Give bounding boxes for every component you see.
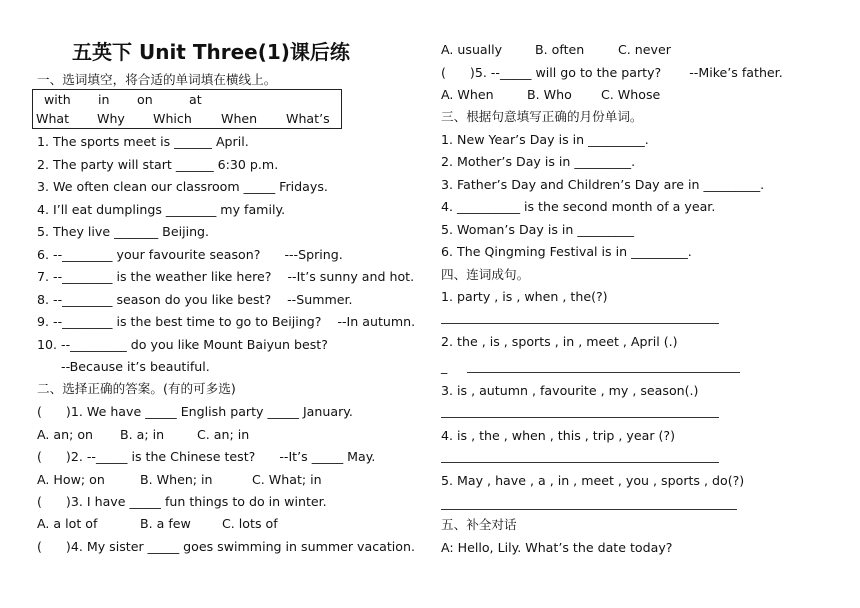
word-bank-word: Why [97, 111, 125, 126]
month-item: 3. Father’s Day and Children’s Day are in _________. [441, 177, 765, 192]
sentence-words: 2. the , is , sports , in , meet , April (.) [441, 334, 678, 349]
choice-option: A. usually [441, 42, 503, 57]
month-item: 4. __________ is the second month of a year. [441, 199, 716, 214]
sentence-words: 3. is , autumn , favourite , my , season(.) [441, 383, 699, 398]
word-bank-word: What [36, 111, 70, 126]
fill-item: 4. I’ll eat dumplings ________ my family. [37, 202, 286, 217]
fill-item: 3. We often clean our classroom _____ Fridays. [37, 179, 328, 194]
fill-item: 1. The sports meet is ______ April. [37, 134, 249, 149]
fill-item: --Because it’s beautiful. [37, 359, 210, 374]
page-title: 五英下 Unit Three(1)课后练 [72, 40, 350, 64]
month-item: 6. The Qingming Festival is in _________. [441, 244, 692, 259]
choice-option: B. Who [527, 87, 572, 102]
fill-item: 7. --________ is the weather like here? --It’s sunny and hot. [37, 269, 415, 284]
choice-option: A. a lot of [37, 516, 98, 531]
choice-option: B. When; in [140, 472, 213, 487]
choice-option: A. When [441, 87, 494, 102]
word-bank-word: at [189, 92, 202, 107]
word-bank-word: on [137, 92, 153, 107]
fill-item: 10. --_________ do you like Mount Baiyun best? [37, 337, 328, 352]
word-bank-word: What’s [286, 111, 330, 126]
section4-heading: 四、连词成句。 [441, 267, 530, 282]
choice-option: C. never [618, 42, 671, 57]
word-bank-word: Which [153, 111, 192, 126]
sentence-words: 5. May , have , a , in , meet , you , sports , do(?) [441, 473, 745, 488]
word-bank-word: When [221, 111, 258, 126]
month-item: 2. Mother’s Day is in _________. [441, 154, 636, 169]
choice-option: B. a; in [120, 427, 165, 442]
answer-line [441, 509, 737, 510]
fill-item: 8. --________ season do you like best? --Summer. [37, 292, 353, 307]
choice-option: A. How; on [37, 472, 105, 487]
month-item: 1. New Year’s Day is in _________. [441, 132, 649, 147]
answer-line [441, 323, 719, 324]
month-item: 5. Woman’s Day is in _________ [441, 222, 635, 237]
sentence-words: 1. party , is , when , the(?) [441, 289, 608, 304]
choice-question: ( )3. I have _____ fun things to do in winter. [37, 494, 327, 509]
choice-option: C. an; in [197, 427, 250, 442]
word-bank-box [32, 89, 342, 129]
choice-option: A. an; on [37, 427, 94, 442]
fill-item: 2. The party will start ______ 6:30 p.m. [37, 157, 279, 172]
choice-option: B. often [535, 42, 585, 57]
dialogue-line: A: Hello, Lily. What’s the date today? [441, 540, 673, 555]
section3-heading: 三、根据句意填写正确的月份单词。 [441, 109, 643, 124]
word-bank-word: in [98, 92, 110, 107]
choice-question: ( )5. --_____ will go to the party? --Mike’s father. [441, 65, 783, 80]
answer-line [441, 417, 719, 418]
answer-line [467, 372, 740, 373]
choice-option: C. lots of [222, 516, 278, 531]
choice-option: C. Whose [601, 87, 661, 102]
sentence-words: 4. is , the , when , this , trip , year (?) [441, 428, 676, 443]
answer-line [441, 462, 719, 463]
underscore-mark: _ [441, 359, 448, 374]
section1-heading: 一、选词填空，将合适的单词填在横线上。 [37, 72, 277, 87]
section2-heading: 二、选择正确的答案。(有的可多选) [37, 381, 236, 396]
choice-option: B. a few [140, 516, 191, 531]
section5-heading: 五、补全对话 [441, 517, 517, 532]
choice-question: ( )2. --_____ is the Chinese test? --It’s _____ May. [37, 449, 376, 464]
choice-question: ( )4. My sister _____ goes swimming in summer vacation. [37, 539, 415, 554]
fill-item: 9. --________ is the best time to go to Beijing? --In autumn. [37, 314, 416, 329]
choice-option: C. What; in [252, 472, 322, 487]
word-bank-word: with [44, 92, 71, 107]
choice-question: ( )1. We have _____ English party _____ January. [37, 404, 353, 419]
fill-item: 6. --________ your favourite season? ---Spring. [37, 247, 343, 262]
fill-item: 5. They live _______ Beijing. [37, 224, 210, 239]
